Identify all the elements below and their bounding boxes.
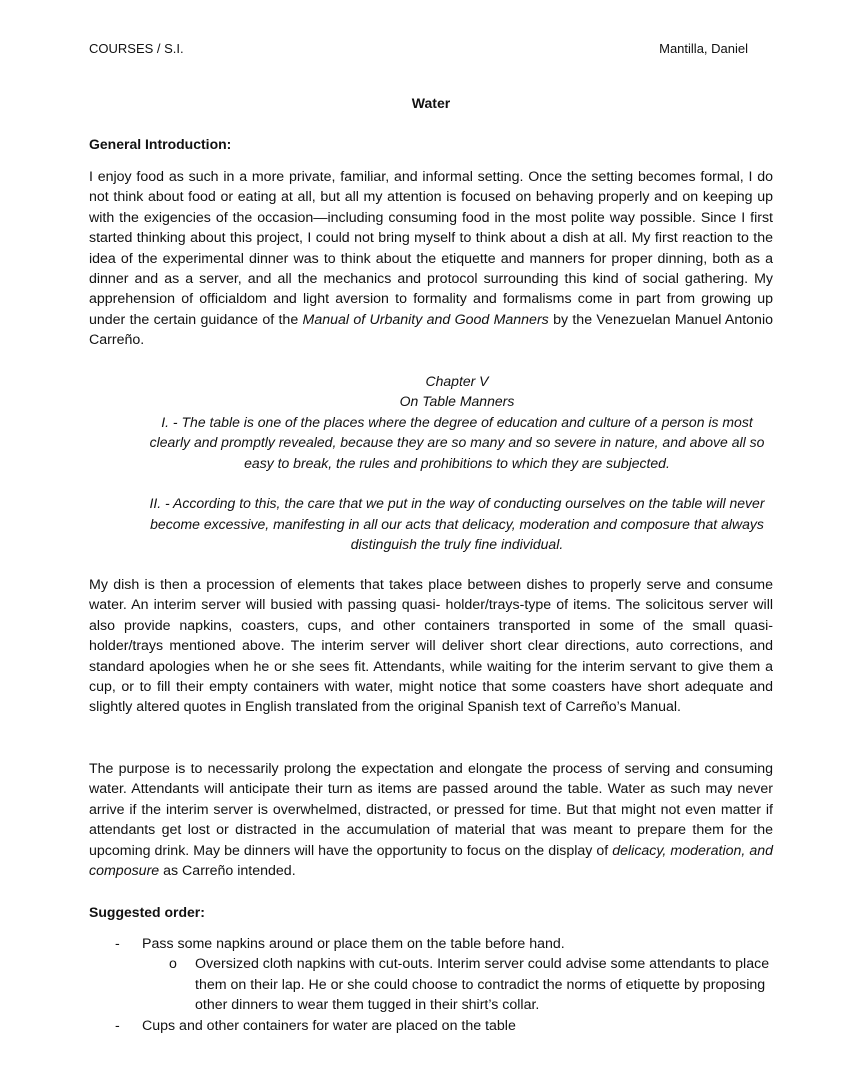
quote-subtitle: On Table Manners xyxy=(399,393,515,410)
block-quote xyxy=(140,371,774,555)
purpose-text-a: The purpose is to necessarily prolong the expectation and elongate the process of serving and consuming water. Attendants will anticipate their turn as items are passed around the table. Water as such may never arrive if the interim server is overwhelmed, distracted, or pressed for time. But that might not even matter if attendants get lost or distracted in the accumulation of material that was meant to prepare them for the upcoming drink. May be dinners will have the opportunity to focus on the display of xyxy=(89,761,773,859)
purpose-text-b: as Carreño intended. xyxy=(159,863,296,880)
author-name: Mantilla, Daniel xyxy=(659,41,748,56)
order-heading: Suggested order: xyxy=(89,904,205,920)
list-item-text: Pass some napkins around or place them on the table before hand. xyxy=(142,936,565,952)
dash-bullet: - xyxy=(115,1017,120,1034)
suggested-order-list xyxy=(89,934,789,1036)
intro-paragraph xyxy=(89,167,773,351)
page-header xyxy=(89,41,748,59)
purpose-paragraph xyxy=(89,759,773,881)
list-item-text: Cups and other containers for water are placed on the table xyxy=(142,1017,516,1034)
quote-chapter: Chapter V xyxy=(425,373,489,389)
list-item xyxy=(89,1016,789,1036)
purpose-emphasis: delicacy, moderation, and composure xyxy=(89,842,774,880)
list-item-text: Oversized cloth napkins with cut-outs. Interim server could advise some attendants to place them on their lap. He or she could choose to contradict the norms of etiquette by proposing other dinners to wear them tugged in their shirt’s collar. xyxy=(195,956,770,1014)
book-title: Manual of Urbanity and Good Manners xyxy=(302,311,549,328)
list-item xyxy=(89,954,773,1015)
intro-heading: General Introduction: xyxy=(89,136,232,152)
circle-bullet: o xyxy=(169,956,177,973)
dash-bullet: - xyxy=(115,936,120,952)
quote-item-2: II. - According to this, the care that we put in the way of conducting ourselves on the table will never become excessive, manifesting in all our acts that delicacy, moderation and composure that always distinguish the truly fine individual. xyxy=(149,495,765,553)
course-label: COURSES / S.I. xyxy=(89,41,184,56)
dish-paragraph: My dish is then a procession of elements that takes place between dishes to properly serve and consume water. An interim server will busied with passing quasi- holder/trays-type of items. The solicitous server will also provide napkins, coasters, cups, and other containers transported in some of the small quasi-holder/trays mentioned above. The interim server will deliver short clear directions, auto corrections, and standard apologies when he or she sees fit. Attendants, while waiting for the interim servant to give them a cup, or to fill their empty containers with water, might notice that some coasters have short adequate and slightly altered quotes in English translated from the original Spanish text of Carreño’s Manual. xyxy=(89,577,773,716)
intro-text-b: by the Venezuelan Manuel Antonio Carreño. xyxy=(89,311,773,349)
intro-text-a: I enjoy food as such in a more private, familiar, and informal setting. Once the setting becomes formal, I do not think about food or eating at all, but all my attention is focused on behaving properly and on keeping up with the exigencies of the occasion—including consuming food in the most polite way possible. Since I first started thinking about this project, I could not bring myself to think about a dish at all. My first reaction to the idea of the experimental dinner was to think about the etiquette and manners for proper dinning, both as a dinner and as a server, and all the mechanics and protocol surrounding this kind of social gathering. My apprehension of officialdom and light aversion to formality and formalisms come in part from growing up under the certain guidance of the xyxy=(89,169,773,328)
list-item xyxy=(89,934,789,954)
document-title: Water xyxy=(411,95,451,111)
quote-item-1: I. - The table is one of the places where the degree of education and culture of a person is most clearly and promptly revealed, because they are so many and so severe in nature, and above all so easy to break, the rules and prohibitions to which they are subjected. xyxy=(149,413,765,471)
